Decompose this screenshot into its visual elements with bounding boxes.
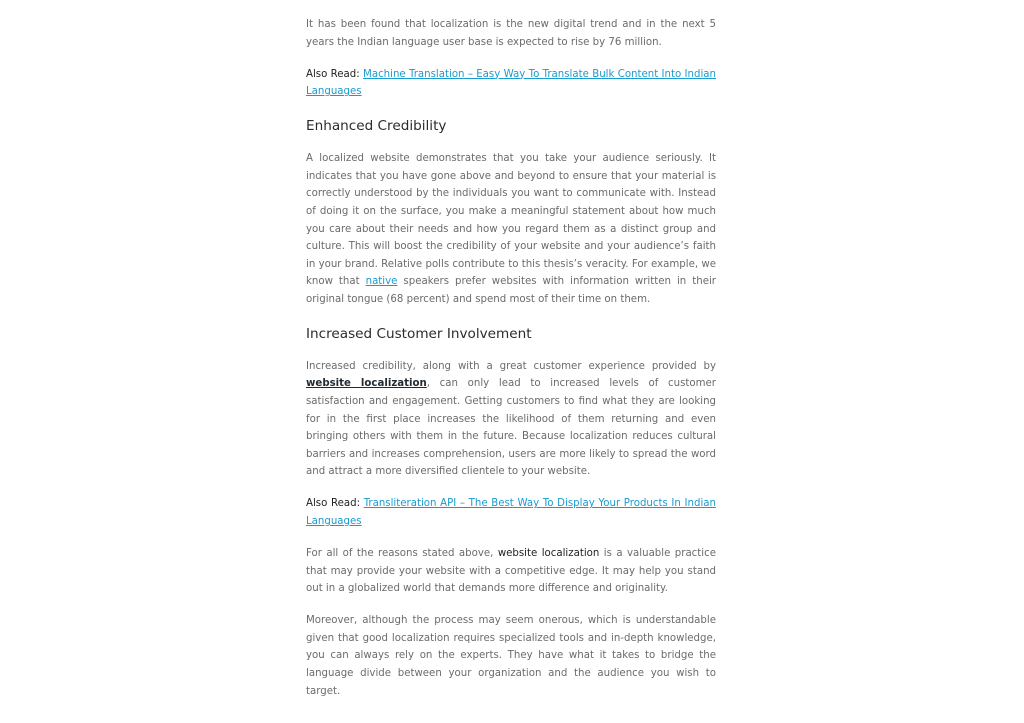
article-body (306, 16, 716, 715)
involvement-text-1: Increased credibility, along with a great customer experience provided by (306, 360, 716, 372)
reasons-text-1: For all of the reasons stated above, (306, 548, 498, 560)
moreover-paragraph (306, 612, 716, 700)
involvement-paragraph (306, 358, 716, 481)
reasons-text-2: is a valuable practice that may provide your website with a competitive edge. It may help you stand out in a globalized world that demands more difference and originality. (306, 548, 716, 595)
heading-increased-involvement: Increased Customer Involvement (306, 325, 532, 342)
also-read-1 (306, 66, 716, 101)
credibility-text-1: A localized website demonstrates that you take your audience seriously. It indicates that you have gone above and beyond to ensure that your material is correctly understood by the individuals you want to communicate with. Instead of doing it on the surface, you make a meaningful statement about how much you care about their needs and how you regard them as a distinct group and culture. This will boost the credibility of your website and your audience’s faith in your brand. Relative polls contribute to this thesis’s veracity. For example, we know that (306, 153, 716, 288)
reasons-paragraph (306, 545, 716, 598)
moreover-text: Moreover, although the process may seem onerous, which is understandable given that good localization requires specialized tools and in-depth knowledge, you can always rely on the experts. They have what it takes to bridge the language divide between your organization and the audience you wish to target. (306, 615, 716, 697)
heading-enhanced-credibility: Enhanced Credibility (306, 118, 447, 135)
credibility-text-2: speakers prefer websites with information written in their original tongue (68 percent) and spend most of their time on them. (306, 276, 716, 305)
credibility-paragraph (306, 150, 716, 308)
also-read-1-link[interactable]: Machine Translation – Easy Way To Translate Bulk Content Into Indian Languages (306, 68, 717, 98)
involvement-text-2: , can only lead to increased levels of customer satisfaction and engagement. Getting customers to find what they are looking for in the first place increases the likelihood of them returning and even bringing others with them in the future. Because localization reduces cultural barriers and increases comprehension, users are more likely to spread the word and attract a more diversified clientele to your website. (306, 378, 716, 478)
also-read-label: Also Read: (306, 68, 360, 80)
also-read-2 (306, 495, 716, 530)
also-read-2-link[interactable]: Transliteration API – The Best Way To Display Your Products In Indian Languages (306, 498, 716, 528)
also-read-label-2: Also Read: (306, 498, 361, 510)
reasons-bold: website localization (497, 548, 600, 560)
website-localization-link[interactable]: website localization (306, 378, 427, 390)
native-link[interactable]: native (365, 276, 398, 288)
intro-paragraph (306, 16, 716, 51)
intro-text: It has been found that localization is the new digital trend and in the next 5 years the Indian language user base is expected to rise by 76 million. (306, 19, 716, 48)
